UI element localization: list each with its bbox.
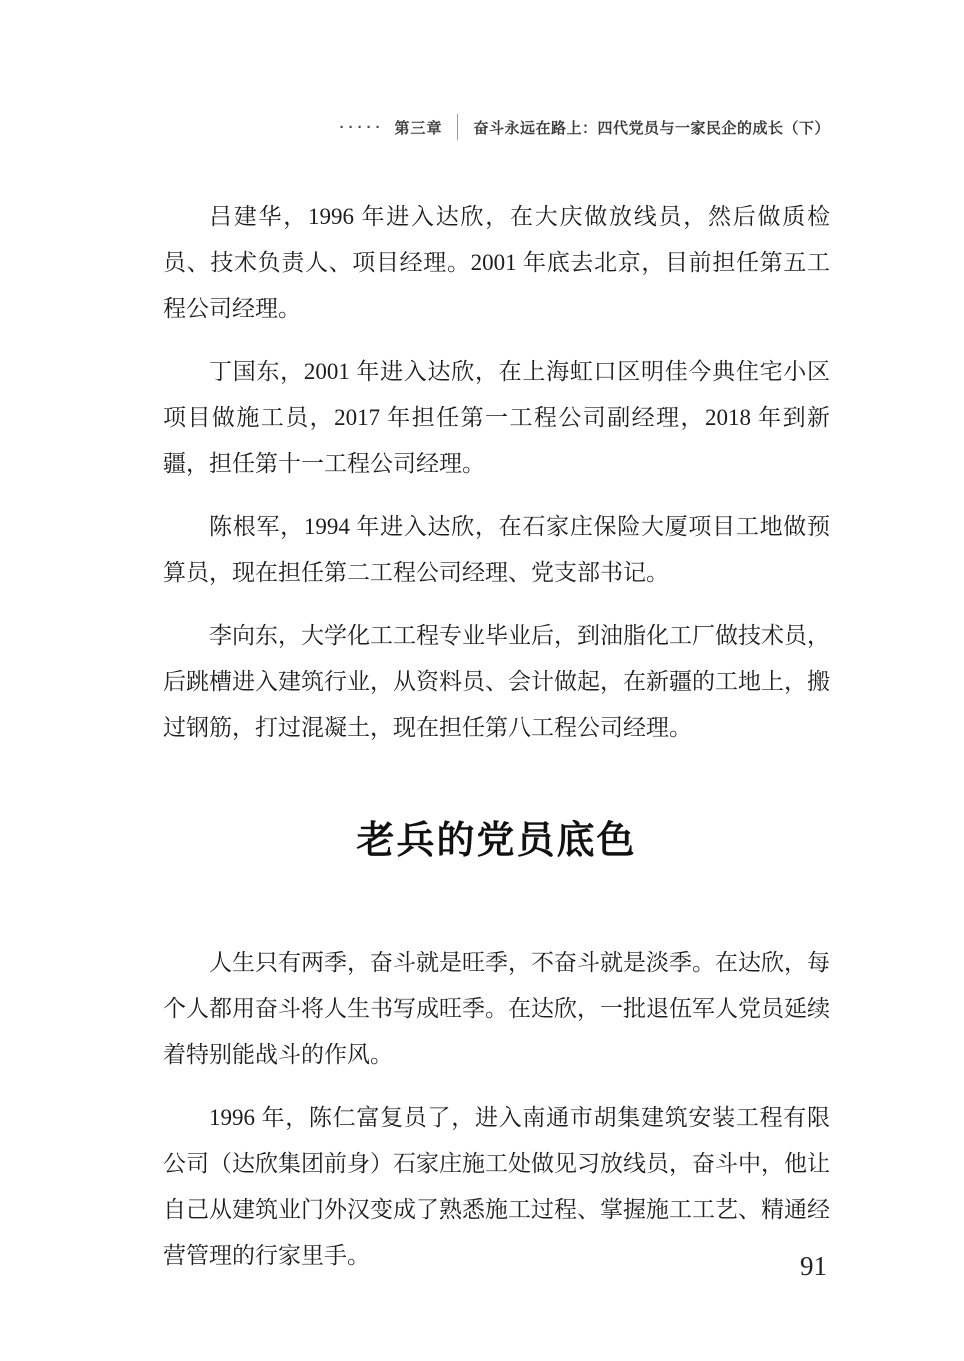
paragraph-chen-genjun: 陈根军，1994 年进入达欣，在石家庄保险大厦项目工地做预算员，现在担任第二工程公司经理、党支部书记。 — [163, 514, 830, 585]
paragraph-chen-renfu: 1996 年，陈仁富复员了，进入南通市胡集建筑安装工程有限公司（达欣集团前身）石家庄施工处做见习放线员，奋斗中，他让自己从建筑业门外汉变成了熟悉施工过程、掌握施工工艺、精通经营管理的行家里手。 — [163, 1105, 830, 1268]
header-dots: ····· — [339, 118, 385, 136]
section-heading: 老兵的党员底色 — [356, 820, 637, 862]
page-number: 91 — [800, 1251, 827, 1281]
chapter-label: 第三章 — [394, 119, 443, 137]
chapter-title: 奋斗永远在路上：四代党员与一家民企的成长（下） — [473, 119, 830, 137]
paragraph-lv-jianhua: 吕建华，1996 年进入达欣，在大庆做放线员，然后做质检员、技术负责人、项目经理。2001 年底去北京，目前担任第五工程公司经理。 — [163, 204, 830, 321]
header-divider — [457, 114, 458, 140]
paragraph-li-xiangdong: 李向东，大学化工工程专业毕业后，到油脂化工厂做技术员，后跳槽进入建筑行业，从资料员、会计做起，在新疆的工地上，搬过钢筋，打过混凝土，现在担任第八工程公司经理。 — [163, 623, 830, 740]
paragraph-two-seasons: 人生只有两季，奋斗就是旺季，不奋斗就是淡季。在达欣，每个人都用奋斗将人生书写成旺季。在达欣，一批退伍军人党员延续着特别能战斗的作风。 — [163, 950, 830, 1067]
paragraph-ding-guodong: 丁国东，2001 年进入达欣，在上海虹口区明佳今典住宅小区项目做施工员，2017 年担任第一工程公司副经理，2018 年到新疆，担任第十一工程公司经理。 — [163, 359, 830, 476]
body-text-block — [163, 194, 830, 1296]
running-header — [163, 111, 830, 143]
